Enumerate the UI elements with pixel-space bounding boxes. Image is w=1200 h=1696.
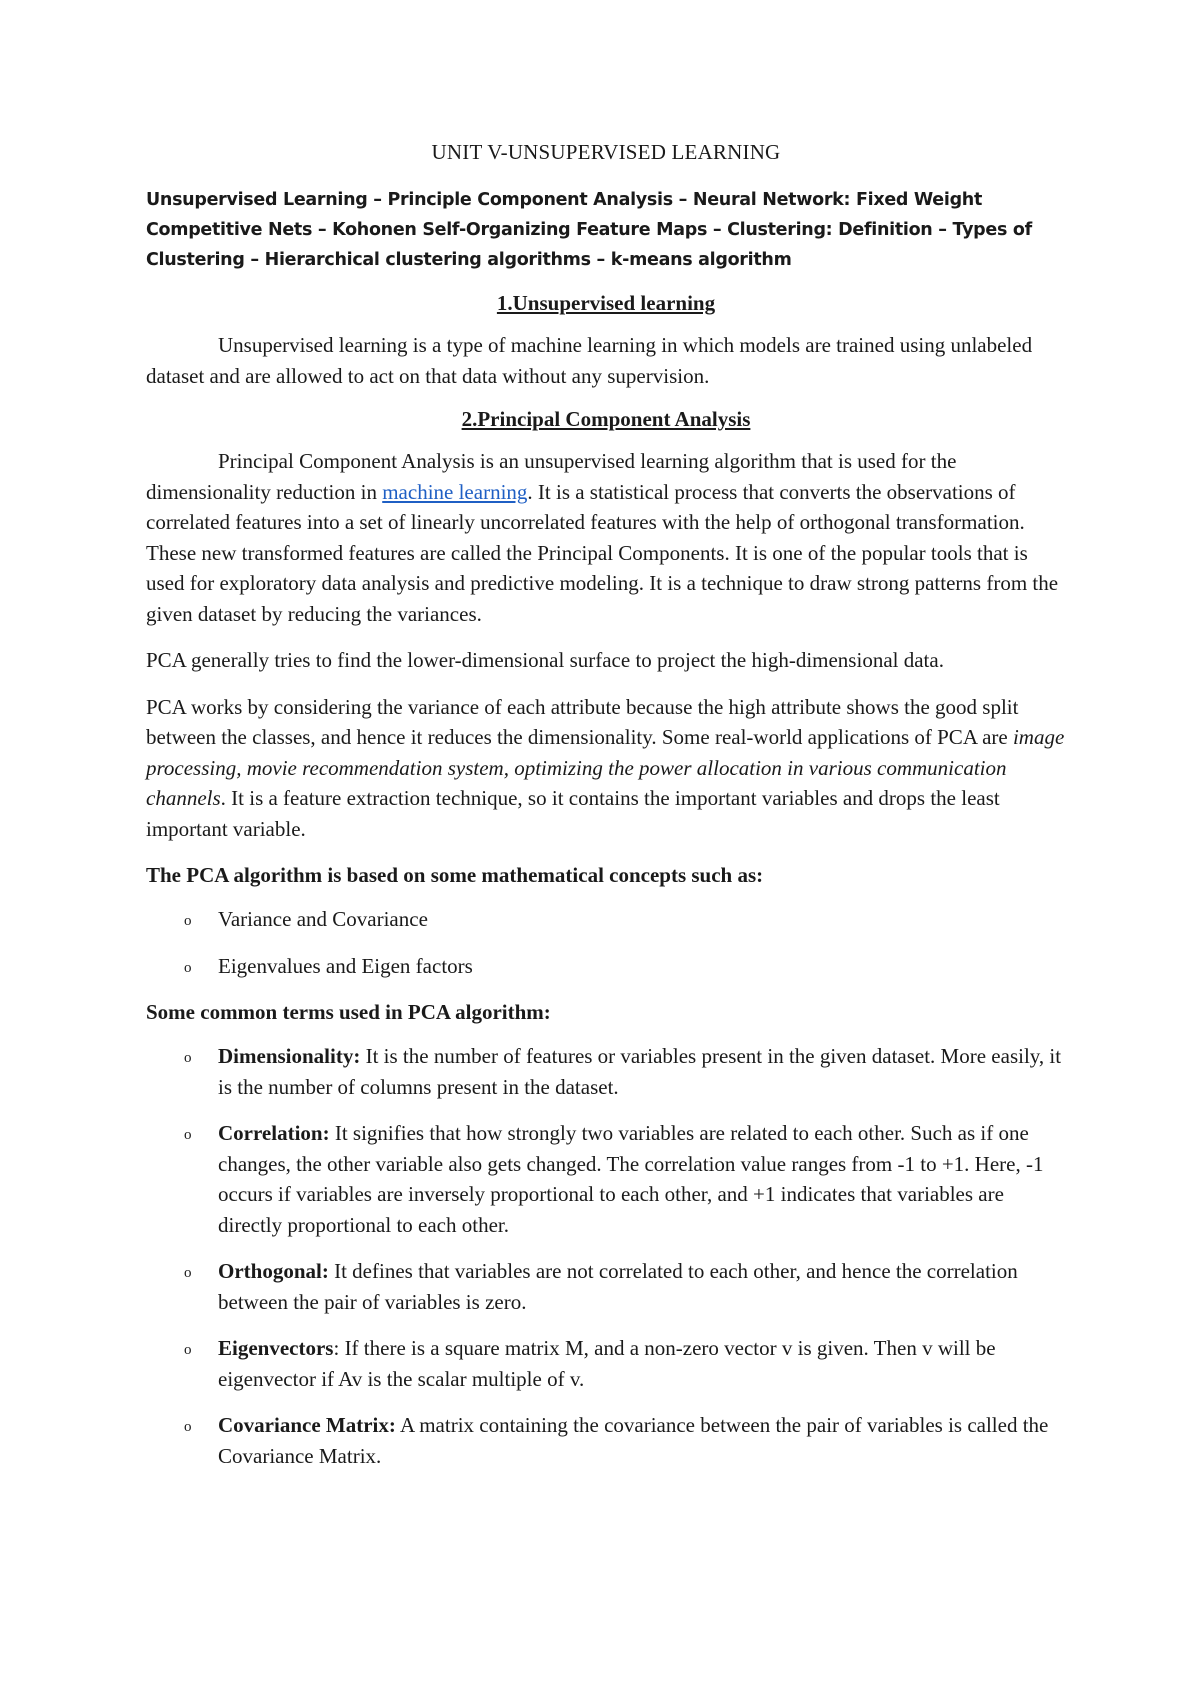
term-definition: It is the number of features or variables present in the given dataset. More easily, it is the number of columns present in the dataset. [218, 1044, 1062, 1099]
machine-learning-link[interactable]: machine learning [382, 479, 528, 504]
term-label: Orthogonal: [218, 1259, 329, 1283]
section1-paragraph: Unsupervised learning is a type of machine learning in which models are trained using unlabeled dataset and are allowed to act on that data without any supervision. [146, 333, 1033, 388]
term-label: Correlation: [218, 1121, 330, 1145]
terms-heading: Some common terms used in PCA algorithm: [146, 1000, 551, 1024]
unit-title: UNIT V-UNSUPERVISED LEARNING [431, 140, 781, 164]
pca-para3-text-rest: . It is a feature extraction technique, so it contains the important variables and drops the least important variable. [146, 786, 1000, 841]
terms-list [146, 1041, 1066, 1471]
list-item [146, 1410, 1066, 1471]
bullet-icon: o [184, 959, 192, 976]
concepts-list [146, 904, 1066, 981]
bullet-icon: o [184, 1127, 192, 1143]
list-item [146, 1333, 1066, 1394]
pca-para3-text: PCA works by considering the variance of each attribute because the high attribute shows the good split between the classes, and hence it reduces the dimensionality. Some real-world applications of PCA are [146, 694, 1019, 749]
bullet-icon: o [184, 1419, 192, 1435]
term-label: Dimensionality: [218, 1044, 361, 1068]
list-item [146, 1041, 1066, 1102]
term-label: Covariance Matrix: [218, 1413, 396, 1437]
bullet-icon: o [184, 1342, 192, 1358]
pca-paragraph-3 [146, 692, 1066, 845]
list-item [146, 1256, 1066, 1317]
pca-para1-text: Principal Component Analysis is an unsupervised learning algorithm that is used for the dimensionality reduction in [146, 449, 957, 504]
list-item [146, 904, 1066, 935]
section-heading-pca: 2.Principal Component Analysis [461, 407, 751, 431]
concept-text: Variance and Covariance [218, 907, 428, 931]
term-definition: A matrix containing the covariance between the pair of variables is called the Covariance Matrix. [218, 1413, 1049, 1468]
concepts-heading: The PCA algorithm is based on some mathematical concepts such as: [146, 863, 764, 887]
pca-paragraph-2: PCA generally tries to find the lower-dimensional surface to project the high-dimensional data. [146, 648, 944, 672]
pca-paragraph-1 [146, 446, 1066, 629]
document-page [146, 140, 1066, 1487]
list-item [146, 1118, 1066, 1240]
term-definition: It defines that variables are not correlated to each other, and hence the correlation between the pair of variables is zero. [218, 1259, 1018, 1314]
list-item [146, 951, 1066, 982]
bullet-icon: o [184, 913, 192, 929]
bullet-icon: o [184, 1050, 192, 1066]
section-heading-unsupervised: 1.Unsupervised learning [496, 291, 716, 315]
pca-applications: image processing, movie recommendation system, optimizing the power allocation in various communication channels [146, 725, 1065, 810]
term-definition: It signifies that how strongly two variables are related to each other. Such as if one changes, the other variable also gets changed. The correlation value ranges from -1 to +1. Here, -1 occurs if variables are inversely proportional to each other, and +1 indicates that variables are directly proportional to each other. [218, 1121, 1044, 1237]
term-label: Eigenvectors [218, 1336, 334, 1360]
concept-text: Eigenvalues and Eigen factors [218, 953, 473, 978]
bullet-icon: o [184, 1265, 192, 1281]
pca-para1-text-rest: . It is a statistical process that converts the observations of correlated features into a set of linearly uncorrelated features with the help of orthogonal transformation. These new transformed features are called the Principal Components. It is one of the popular tools that is used for exploratory data analysis and predictive modeling. It is a technique to draw strong patterns from the given dataset by reducing the variances. [146, 479, 1059, 626]
term-definition: : If there is a square matrix M, and a non-zero vector v is given. Then v will be eigenvector if Av is the scalar multiple of v. [218, 1336, 996, 1391]
syllabus-topics: Unsupervised Learning – Principle Component Analysis – Neural Network: Fixed Weight Competitive Nets – Kohonen Self-Organizing Feature Maps – Clustering: Definition – Types of Clustering – Hierarchical clustering algorithms – k-means algorithm [146, 190, 1032, 270]
